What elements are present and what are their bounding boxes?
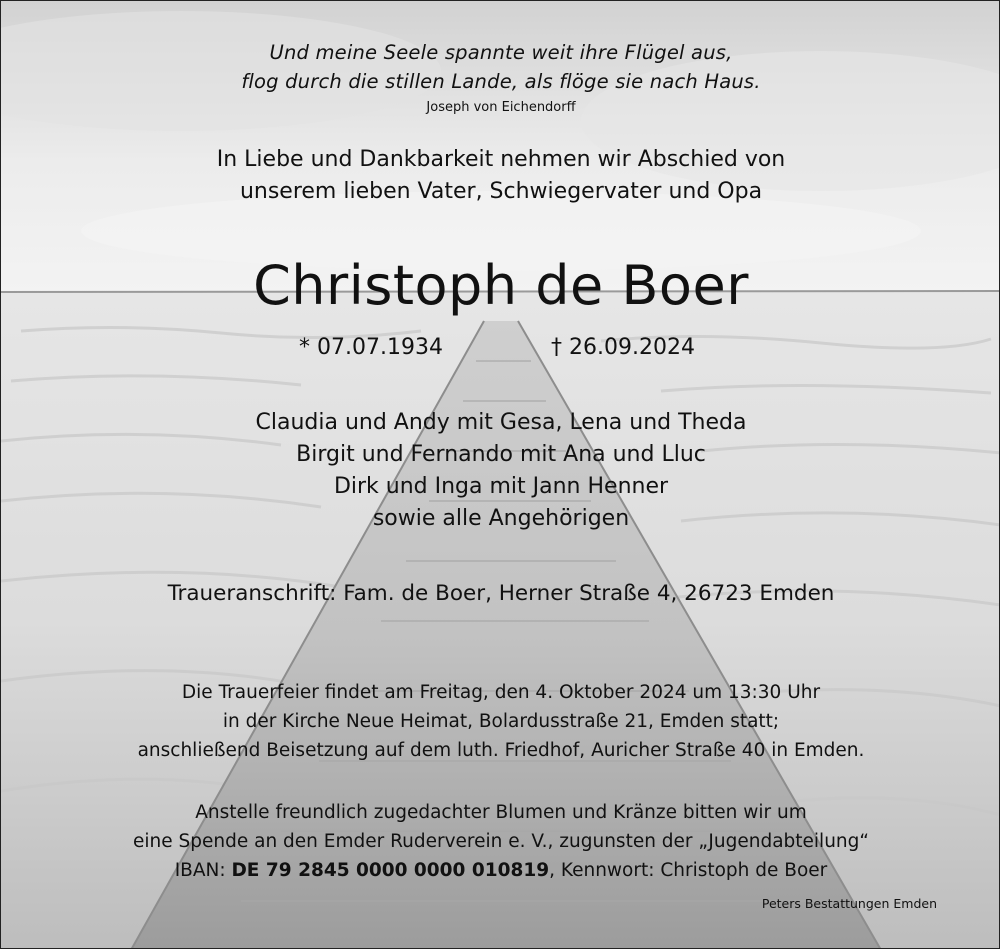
death-date: † 26.09.2024 — [551, 335, 695, 360]
mourner-line-3: Dirk und Inga mit Jann Henner — [333, 474, 669, 499]
funeral-line-3: anschließend Beisetzung auf dem luth. Friedhof, Auricher Straße 40 in Emden. — [137, 740, 865, 761]
quote-line-1: Und meine Seele spannte weit ihre Flügel aus, — [269, 41, 733, 64]
donation-line-3 — [1, 856, 1000, 885]
quote-author: Joseph von Eichendorff — [426, 100, 576, 115]
undertaker-credit: Peters Bestattungen Emden — [761, 896, 937, 911]
mourning-address: Traueranschrift: Fam. de Boer, Herner Straße 4, 26723 Emden — [167, 581, 835, 606]
donation-line-2: eine Spende an den Emder Ruderverein e. V., zugunsten der „Jugendabteilung“ — [133, 831, 869, 852]
mourner-line-2: Birgit und Fernando mit Ana und Lluc — [296, 442, 706, 467]
iban-label: IBAN: — [174, 860, 232, 881]
funeral-line-1: Die Trauerfeier findet am Freitag, den 4. Oktober 2024 um 13:30 Uhr — [181, 682, 821, 703]
mourner-line-4: sowie alle Angehörigen — [372, 506, 630, 531]
intro-line-1: In Liebe und Dankbarkeit nehmen wir Abschied von — [216, 147, 786, 172]
mourner-line-1: Claudia und Andy mit Gesa, Lena und Theda — [255, 410, 747, 435]
donation-keyword: , Kennwort: Christoph de Boer — [549, 860, 828, 881]
iban-number: DE 79 2845 0000 0000 010819 — [231, 860, 550, 881]
birth-date: * 07.07.1934 — [299, 335, 443, 360]
deceased-name: Christoph de Boer — [253, 254, 749, 317]
quote-line-2: flog durch die stillen Lande, als flöge sie nach Haus. — [241, 70, 761, 93]
donation-line-1: Anstelle freundlich zugedachter Blumen und Kränze bitten wir um — [195, 802, 807, 823]
intro-line-2: unserem lieben Vater, Schwiegervater und Opa — [239, 179, 763, 204]
funeral-line-2: in der Kirche Neue Heimat, Bolardusstraße 21, Emden statt; — [222, 711, 780, 732]
